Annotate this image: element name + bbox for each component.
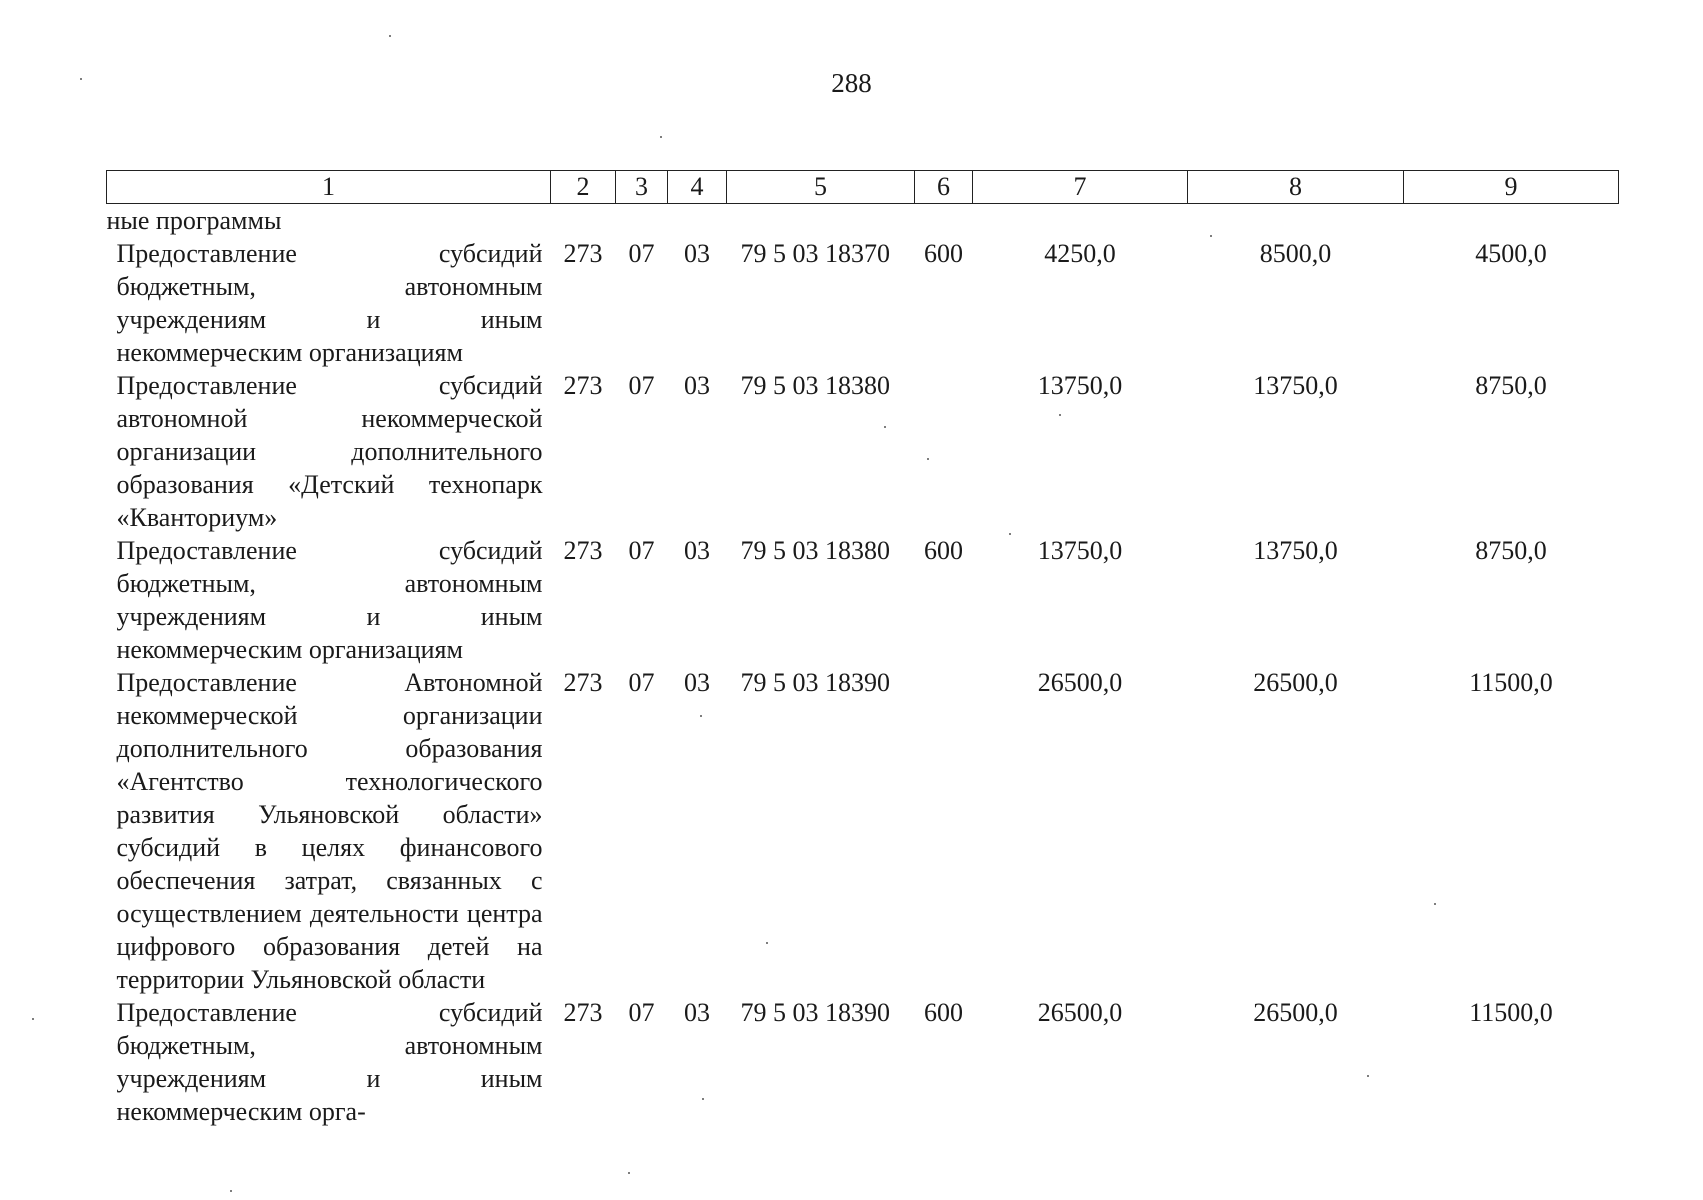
row-description: Предоставление субсидий бюджетным, автономным учреждениям и иным некоммерческим организациям: [116, 239, 543, 367]
cell-section: 07: [628, 998, 655, 1027]
cell-ministry-code: 273: [563, 536, 603, 565]
row-description-continuation: ные программы: [106, 206, 282, 235]
cell-amount-col8: 26500,0: [1253, 998, 1338, 1027]
cell-ministry-code: 273: [563, 668, 603, 697]
cell-amount-col9: 8750,0: [1475, 371, 1547, 400]
cell-amount-col9: 11500,0: [1469, 998, 1553, 1027]
row-description: Предоставление субсидий автономной некоммерческой организации дополнительного образования «Детский технопарк «Кванториум»: [116, 371, 543, 532]
cell-subsection: 03: [684, 668, 710, 697]
scan-speck: [80, 78, 82, 80]
cell-target-article: 79 5 03 18380: [740, 536, 890, 565]
table-row: [107, 369, 1619, 534]
cell-subsection: 03: [684, 998, 710, 1027]
cell-expense-type: 600: [924, 239, 963, 268]
column-header: 9: [1404, 171, 1619, 204]
column-header: 6: [915, 171, 973, 204]
scan-speck: [389, 35, 391, 37]
cell-amount-col7: 13750,0: [1037, 371, 1123, 400]
cell-expense-type: 600: [924, 998, 963, 1027]
column-header: 1: [107, 171, 551, 204]
budget-table: [106, 170, 1619, 1128]
row-description: Предоставление субсидий бюджетным, автономным учреждениям и иным некоммерческим организациям: [116, 536, 543, 664]
column-header: 2: [551, 171, 616, 204]
cell-amount-col9: 11500,0: [1469, 668, 1553, 697]
table-row: [107, 534, 1619, 666]
cell-target-article: 79 5 03 18380: [740, 371, 890, 400]
cell-target-article: 79 5 03 18390: [740, 998, 890, 1027]
cell-section: 07: [628, 536, 655, 565]
column-header: 7: [973, 171, 1188, 204]
table-row-continuation: [107, 204, 1619, 238]
row-description: Предоставление субсидий бюджетным, автономным учреждениям и иным некоммерческим орга-: [116, 998, 543, 1126]
cell-ministry-code: 273: [563, 998, 603, 1027]
scan-speck: [628, 1172, 630, 1174]
cell-amount-col8: 8500,0: [1259, 239, 1332, 268]
cell-ministry-code: 273: [563, 371, 603, 400]
table-row: [107, 237, 1619, 369]
cell-amount-col7: 4250,0: [1044, 239, 1116, 268]
column-header: 4: [668, 171, 727, 204]
cell-subsection: 03: [684, 536, 710, 565]
scan-speck: [32, 1018, 34, 1020]
cell-expense-type: [915, 666, 973, 996]
cell-subsection: 03: [684, 239, 710, 268]
cell-target-article: 79 5 03 18370: [740, 239, 890, 268]
cell-amount-col7: 26500,0: [1037, 668, 1123, 697]
cell-ministry-code: 273: [563, 239, 603, 268]
cell-amount-col9: 4500,0: [1475, 239, 1547, 268]
scan-speck: [230, 1190, 232, 1192]
scan-speck: [660, 136, 662, 138]
budget-table-container: [106, 170, 1618, 1128]
cell-amount-col9: 8750,0: [1475, 536, 1547, 565]
cell-expense-type: 600: [924, 536, 963, 565]
table-header-row: [107, 171, 1619, 204]
cell-target-article: 79 5 03 18390: [740, 668, 890, 697]
cell-section: 07: [628, 239, 655, 268]
cell-amount-col8: 13750,0: [1253, 536, 1338, 565]
cell-section: 07: [628, 668, 655, 697]
row-description: Предоставление Автономной некоммерческой организации дополнительного образования «Агентство технологического развития Ульяновской области» субсидий в целях финансового обеспечения затрат, связанных с осуществлением деятельности центра цифрового образования детей на территории Ульяновской области: [116, 668, 543, 994]
cell-expense-type: [915, 369, 973, 534]
cell-subsection: 03: [684, 371, 710, 400]
cell-section: 07: [628, 371, 655, 400]
cell-amount-col7: 26500,0: [1037, 998, 1123, 1027]
column-header: 5: [727, 171, 915, 204]
table-row: [107, 996, 1619, 1128]
column-header: 3: [616, 171, 668, 204]
cell-amount-col7: 13750,0: [1037, 536, 1123, 565]
page-number: 288: [831, 68, 872, 98]
cell-amount-col8: 26500,0: [1253, 668, 1338, 697]
cell-amount-col8: 13750,0: [1253, 371, 1338, 400]
table-row: [107, 666, 1619, 996]
column-header: 8: [1188, 171, 1404, 204]
